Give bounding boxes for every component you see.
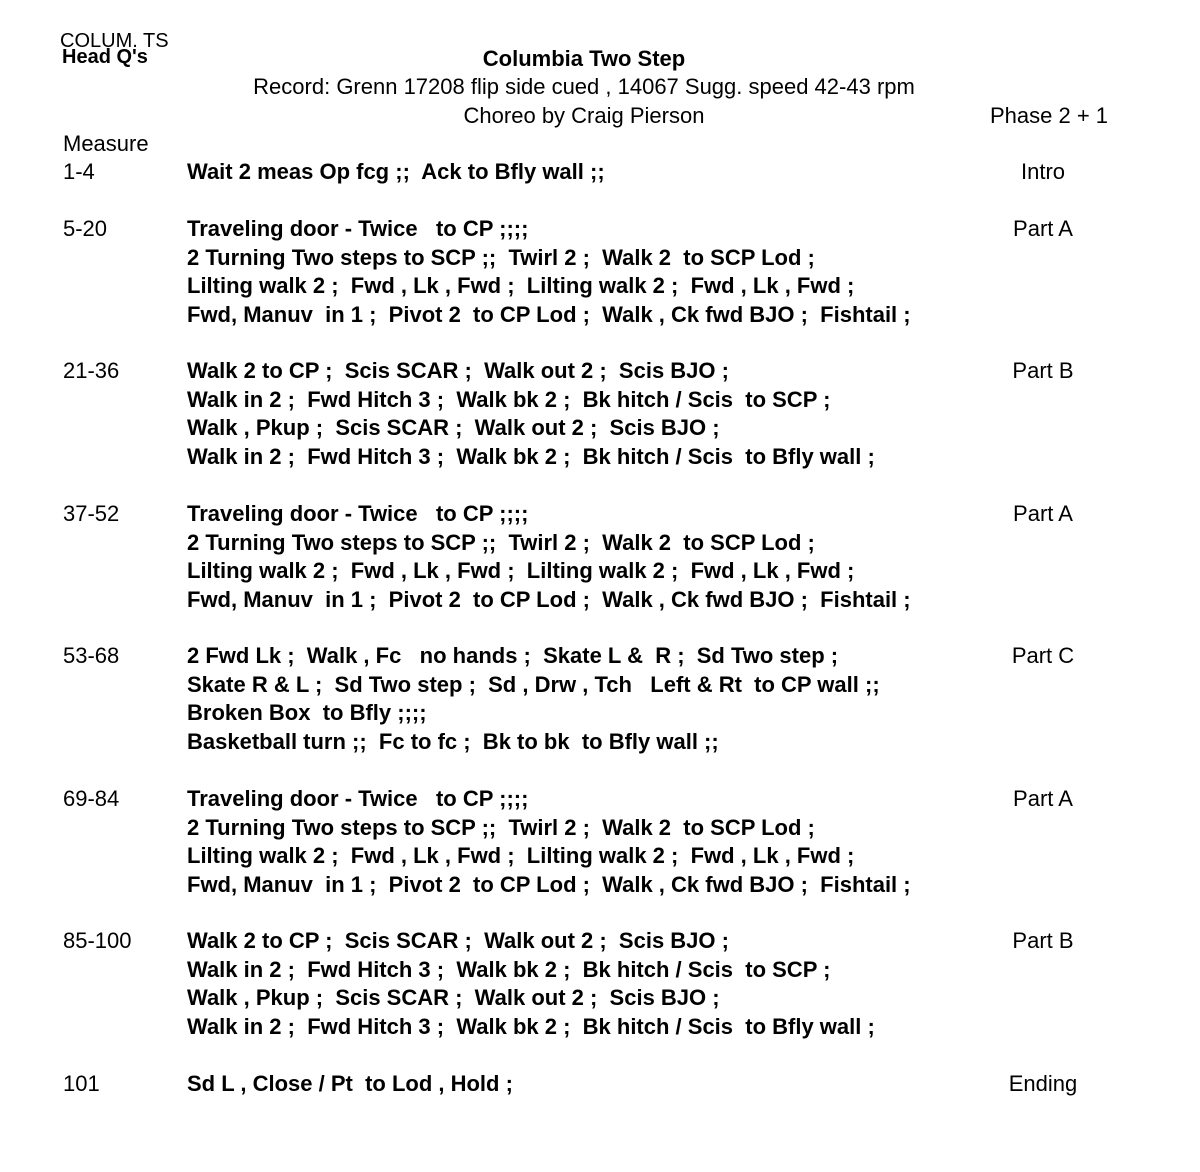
measure-range: 69-84 [63, 786, 120, 811]
measure-range: 5-20 [63, 216, 108, 241]
part-label: Ending [1008, 1071, 1078, 1096]
part-label: Part B [1012, 358, 1074, 383]
cue-line: Walk in 2 ; Fwd Hitch 3 ; Walk bk 2 ; Bk hitch / Scis to Bfly wall ; [187, 443, 875, 469]
part-label: Part A [1013, 501, 1073, 526]
cue-line: Lilting walk 2 ; Fwd , Lk , Fwd ; Lilting walk 2 ; Fwd , Lk , Fwd ; [187, 273, 855, 298]
cue-line: 2 Fwd Lk ; Walk , Fc no hands ; Skate L & R ; Sd Two step ; [187, 643, 839, 668]
cue-line: Fwd, Manuv in 1 ; Pivot 2 to CP Lod ; Walk , Ck fwd BJO ; Fishtail ; [187, 586, 911, 612]
cue-line: Wait 2 meas Op fcg ;; Ack to Bfly wall ;; [187, 159, 605, 184]
record-info: Record: Grenn 17208 flip side cued , 14067 Sugg. speed 42-43 rpm [253, 74, 915, 99]
cue-line: Lilting walk 2 ; Fwd , Lk , Fwd ; Lilting walk 2 ; Fwd , Lk , Fwd ; [187, 558, 855, 583]
dance-title: Columbia Two Step [482, 46, 686, 71]
part-label: Part A [1013, 216, 1073, 241]
part-label: Part B [1012, 928, 1074, 953]
cue-line: Lilting walk 2 ; Fwd , Lk , Fwd ; Lilting walk 2 ; Fwd , Lk , Fwd ; [187, 843, 855, 868]
measure-range: 101 [63, 1071, 100, 1096]
cue-line: Sd L , Close / Pt to Lod , Hold ; [187, 1071, 513, 1096]
cue-line: 2 Turning Two steps to SCP ;; Twirl 2 ; Walk 2 to SCP Lod ; [187, 529, 815, 555]
measure-range: 53-68 [63, 643, 120, 668]
cue-lines [187, 785, 911, 899]
cue-line: Walk 2 to CP ; Scis SCAR ; Walk out 2 ; Scis BJO ; [187, 358, 729, 383]
part-label: Part A [1013, 786, 1073, 811]
cue-line: Traveling door - Twice to CP ;;;; [187, 786, 529, 811]
cue-type-label: Head Q's [62, 46, 148, 68]
cue-lines [187, 500, 911, 614]
measure-range: 37-52 [63, 501, 120, 526]
cue-line: Walk in 2 ; Fwd Hitch 3 ; Walk bk 2 ; Bk hitch / Scis to SCP ; [187, 386, 831, 412]
file-code: COLUM. TS [60, 30, 169, 52]
cue-line: Broken Box to Bfly ;;;; [187, 700, 427, 725]
cue-lines [187, 215, 911, 329]
cue-line: Skate R & L ; Sd Two step ; Sd , Drw , Tch Left & Rt to CP wall ;; [187, 671, 880, 697]
cue-lines [187, 642, 880, 756]
cue-line: 2 Turning Two steps to SCP ;; Twirl 2 ; Walk 2 to SCP Lod ; [187, 814, 815, 840]
cue-lines [187, 158, 605, 187]
part-label: Part C [1011, 643, 1075, 668]
cue-line: Traveling door - Twice to CP ;;;; [187, 216, 529, 241]
cue-line: Walk 2 to CP ; Scis SCAR ; Walk out 2 ; Scis BJO ; [187, 928, 729, 953]
cue-line: Fwd, Manuv in 1 ; Pivot 2 to CP Lod ; Walk , Ck fwd BJO ; Fishtail ; [187, 301, 911, 327]
measure-range: 85-100 [63, 928, 132, 953]
cue-line: Walk , Pkup ; Scis SCAR ; Walk out 2 ; Scis BJO ; [187, 985, 720, 1010]
cue-line: Walk in 2 ; Fwd Hitch 3 ; Walk bk 2 ; Bk hitch / Scis to SCP ; [187, 956, 831, 982]
cue-lines [187, 357, 875, 471]
cue-lines [187, 1070, 513, 1099]
phase-rating: Phase 2 + 1 [990, 103, 1109, 128]
measure-range: 1-4 [63, 159, 95, 184]
cue-lines [187, 927, 875, 1041]
cue-line: Walk , Pkup ; Scis SCAR ; Walk out 2 ; Scis BJO ; [187, 415, 720, 440]
measure-column-header: Measure [63, 131, 149, 156]
choreographer: Choreo by Craig Pierson [463, 103, 705, 128]
cue-line: Walk in 2 ; Fwd Hitch 3 ; Walk bk 2 ; Bk hitch / Scis to Bfly wall ; [187, 1013, 875, 1039]
cue-line: Basketball turn ;; Fc to fc ; Bk to bk to Bfly wall ;; [187, 728, 719, 754]
measure-range: 21-36 [63, 358, 120, 383]
cue-line: 2 Turning Two steps to SCP ;; Twirl 2 ; Walk 2 to SCP Lod ; [187, 244, 815, 270]
part-label: Intro [1020, 159, 1066, 184]
cue-line: Traveling door - Twice to CP ;;;; [187, 501, 529, 526]
cue-line: Fwd, Manuv in 1 ; Pivot 2 to CP Lod ; Walk , Ck fwd BJO ; Fishtail ; [187, 871, 911, 897]
